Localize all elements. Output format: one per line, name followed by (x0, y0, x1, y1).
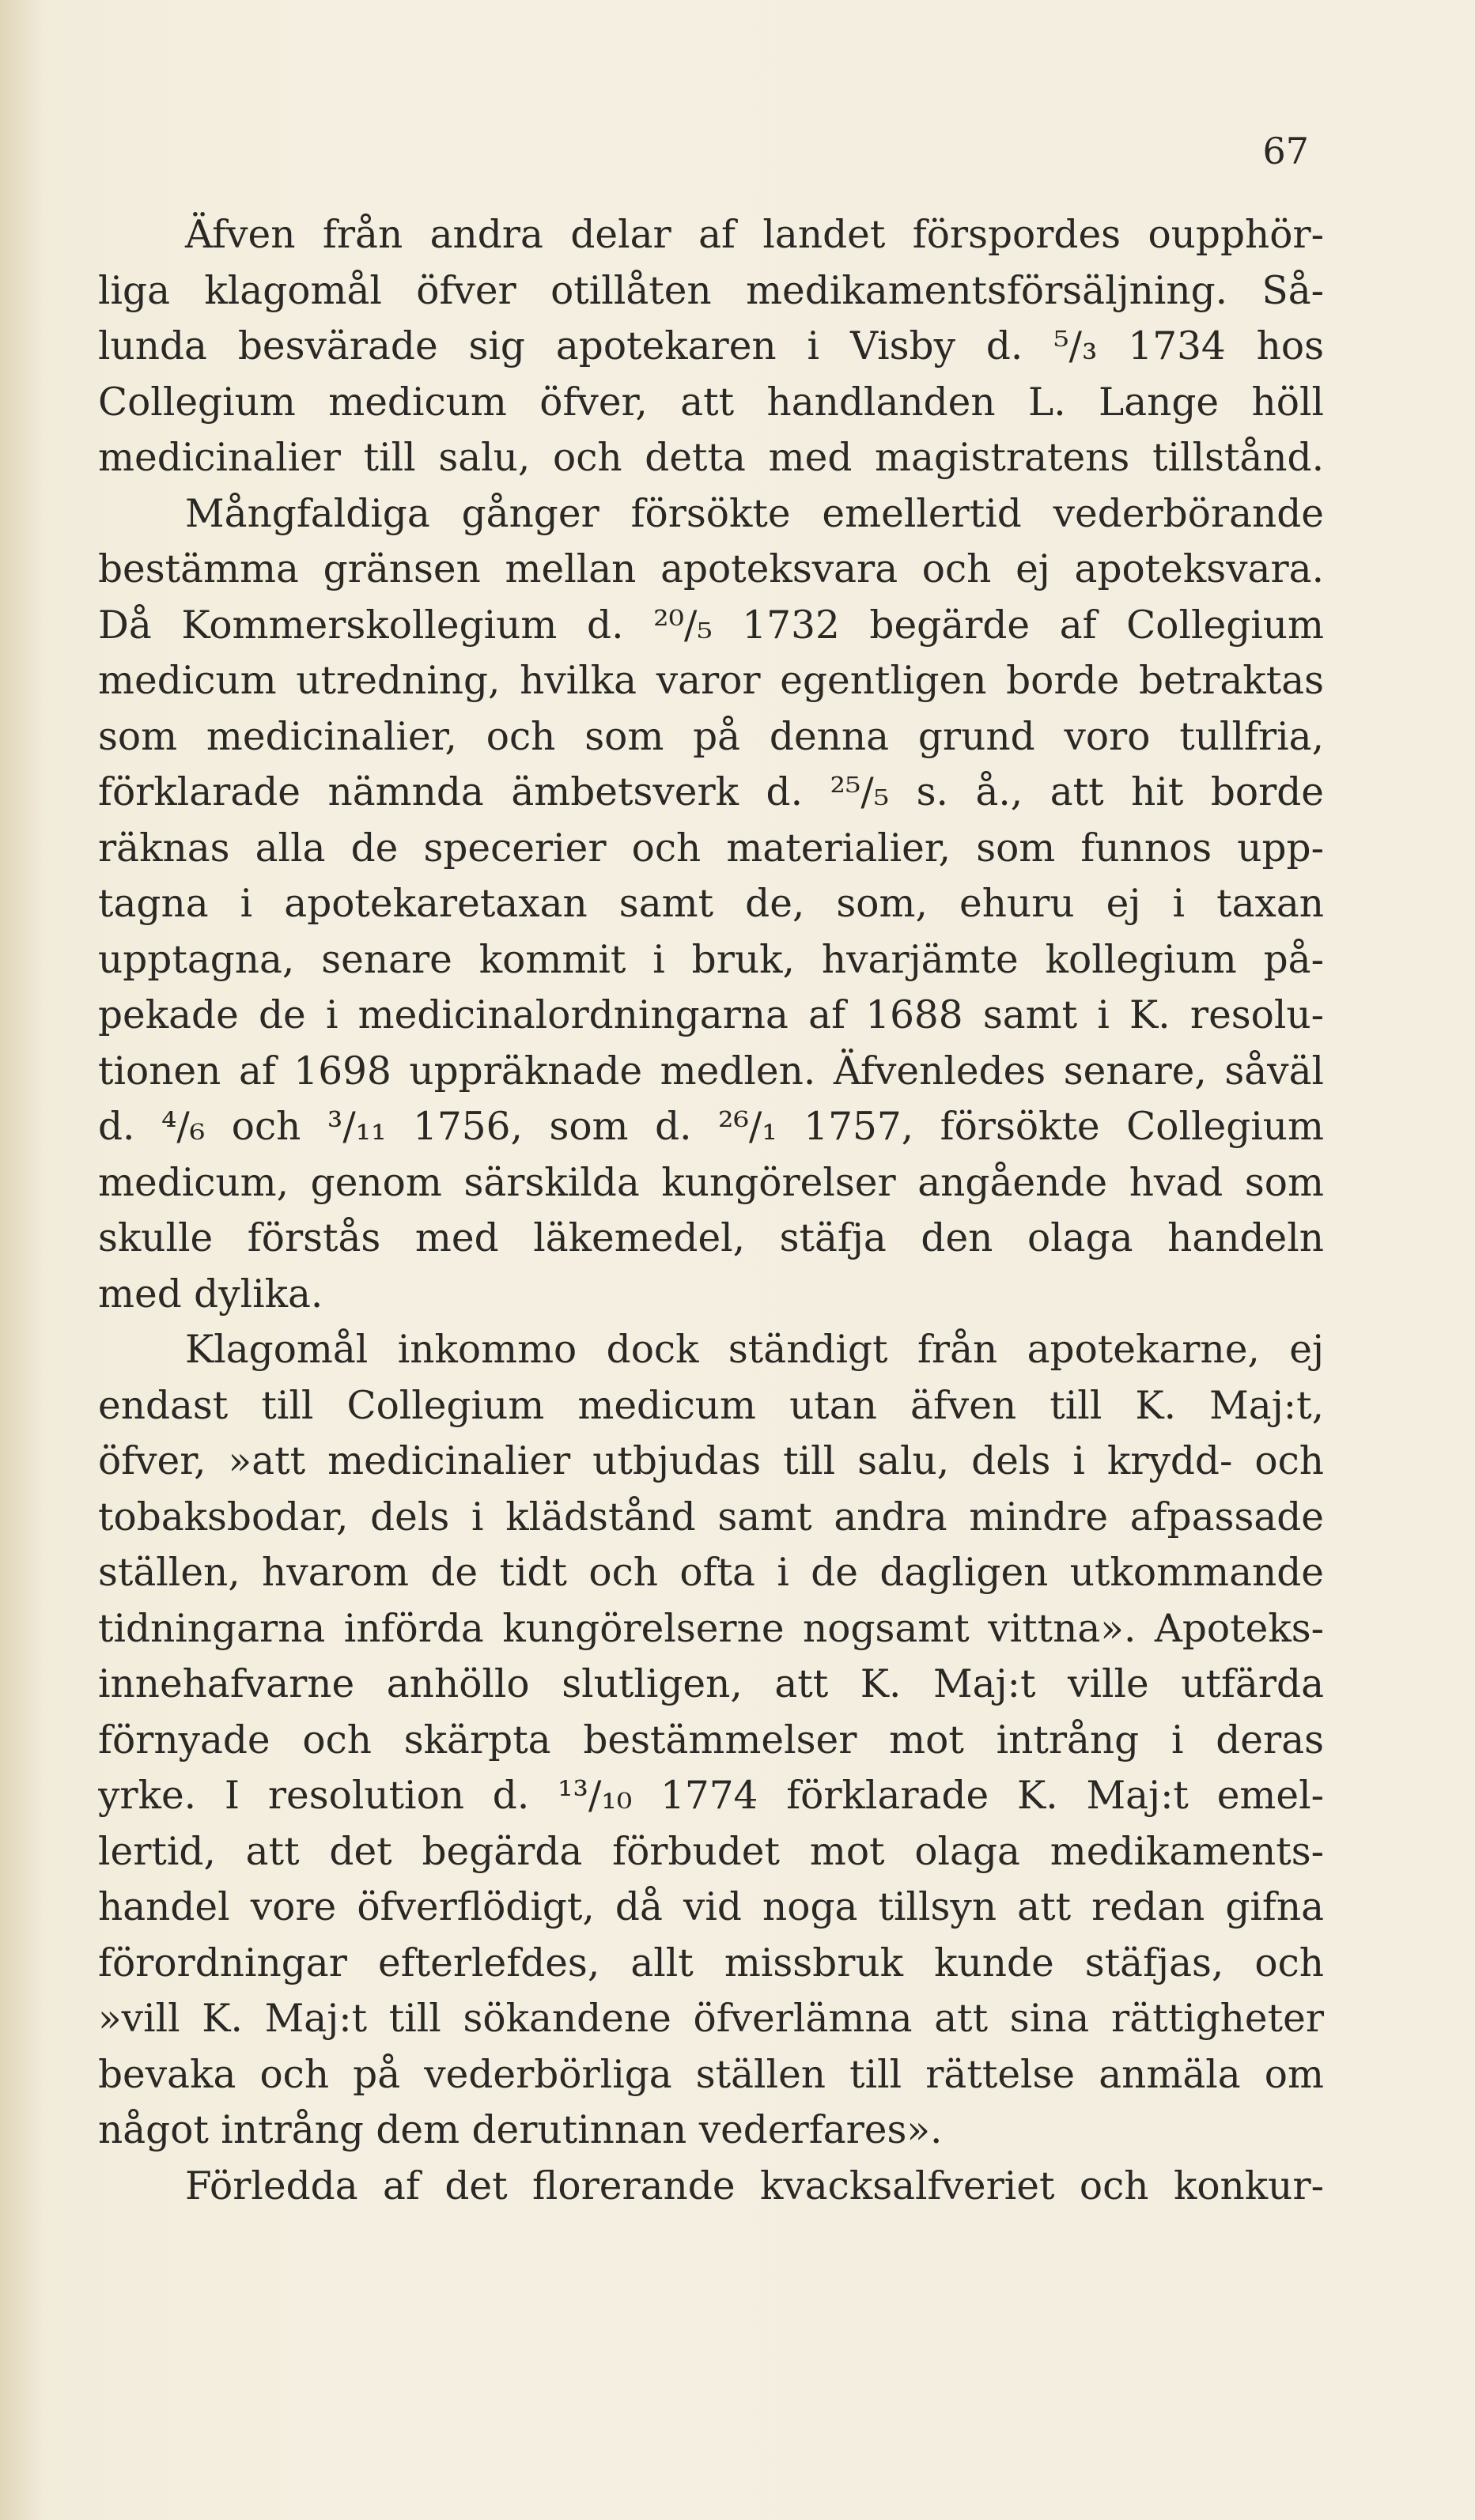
text-line: Collegium medicum öfver, att handlanden L. Lange höll (98, 380, 1324, 425)
text-line: öfver, »att medicinalier utbjudas till salu, dels i krydd- och (98, 1439, 1324, 1483)
text-line: d. ⁴/₆ och ³/₁₁ 1756, som d. ²⁶/₁ 1757, försökte Collegium (98, 1105, 1324, 1149)
text-line: Då Kommerskollegium d. ²⁰/₅ 1732 begärde af Collegium (98, 603, 1324, 648)
text-line: tidningarna införda kungörelserne nogsamt vittna». Apoteks- (98, 1606, 1324, 1651)
text-line: medicum utredning, hvilka varor egentligen borde betraktas (98, 659, 1324, 703)
text-line: förklarade nämnda ämbetsverk d. ²⁵/₅ s. å., att hit borde (98, 770, 1324, 814)
page-number: 67 (1262, 130, 1309, 172)
text-line: skulle förstås med läkemedel, stäfja den olaga handeln (98, 1216, 1324, 1260)
text-line: Äfven från andra delar af landet förspordes oupphör- (185, 213, 1324, 257)
text-line: lertid, att det begärda förbudet mot olaga medikaments- (98, 1829, 1324, 1874)
text-line: något intrång dem derutinnan vederfares». (98, 2108, 943, 2152)
text-line: medicinalier till salu, och detta med magistratens tillstånd. (98, 436, 1324, 480)
text-line: innehafvarne anhöllo slutligen, att K. Maj:t ville utfärda (98, 1662, 1324, 1706)
text-line: lunda besvärade sig apotekaren i Visby d. ⁵/₃ 1734 hos (98, 324, 1324, 368)
text-line: medicum, genom särskilda kungörelser angående hvad som (98, 1160, 1324, 1205)
text-line: endast till Collegium medicum utan äfven till K. Maj:t, (98, 1383, 1324, 1428)
text-line: tagna i apotekaretaxan samt de, som, ehuru ej i taxan (98, 882, 1324, 926)
text-line: handel vore öfverflödigt, då vid noga tillsyn att redan gifna (98, 1885, 1324, 1929)
text-line: pekade de i medicinalordningarna af 1688 samt i K. resolu- (98, 993, 1324, 1037)
text-line: yrke. I resolution d. ¹³/₁₀ 1774 förklarade K. Maj:t emel- (98, 1774, 1324, 1818)
text-line: förordningar efterlefdes, allt missbruk kunde stäfjas, och (98, 1940, 1324, 1985)
spine-shadow (0, 0, 43, 2520)
text-line: Klagomål inkommo dock ständigt från apotekarne, ej (185, 1328, 1324, 1372)
text-line: »vill K. Maj:t till sökandene öfverlämna att sina rättigheter (98, 1997, 1324, 2041)
text-line: liga klagomål öfver otillåten medikamentsförsäljning. Så- (98, 268, 1324, 313)
text-line: Mångfaldiga gånger försökte emellertid vederbörande (185, 491, 1324, 536)
body-text (98, 207, 1324, 2214)
text-line: som medicinalier, och som på denna grund voro tullfria, (98, 714, 1324, 759)
text-line: med dylika. (98, 1271, 323, 1317)
text-line: tobaksbodar, dels i klädstånd samt andra mindre afpassade (98, 1494, 1324, 1540)
text-line: bevaka och på vederbörliga ställen till rättelse anmäla om (98, 2052, 1324, 2097)
text-line: förnyade och skärpta bestämmelser mot intrång i deras (98, 1717, 1324, 1762)
text-line: räknas alla de specerier och materialier, som funnos upp- (98, 826, 1324, 871)
text-line: tionen af 1698 uppräknade medlen. Äfvenledes senare, såväl (98, 1048, 1324, 1094)
text-line: bestämma gränsen mellan apoteksvara och ej apoteksvara. (98, 547, 1324, 591)
text-line: Förledda af det florerande kvacksalfveriet och konkur- (185, 2163, 1324, 2208)
text-line: upptagna, senare kommit i bruk, hvarjämte kollegium på- (98, 937, 1324, 982)
text-line: ställen, hvarom de tidt och ofta i de dagligen utkommande (98, 1551, 1324, 1595)
